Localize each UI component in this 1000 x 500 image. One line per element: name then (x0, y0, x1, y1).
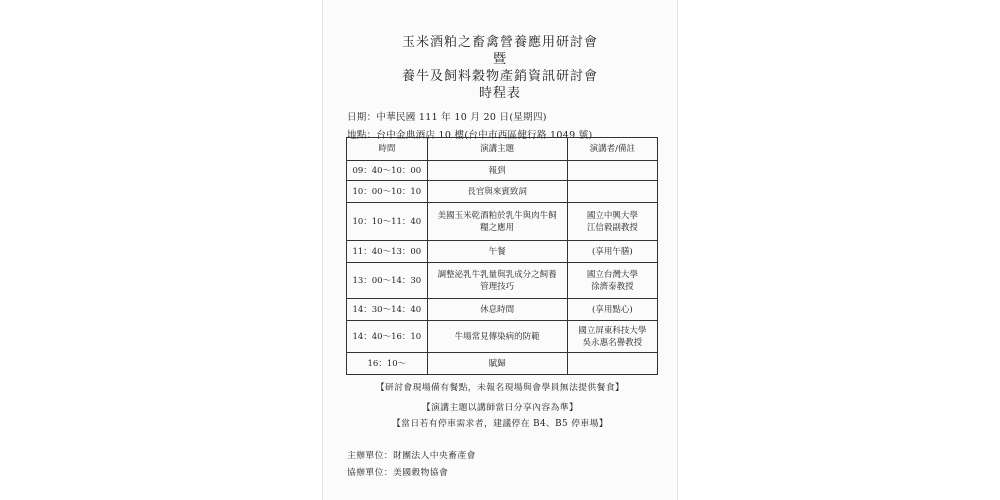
row-speaker: 國立中興大學 江信毅副教授 (567, 203, 657, 241)
title-line-1: 玉米酒粕之畜禽營養應用研討會 (401, 35, 598, 50)
event-date (347, 109, 547, 123)
table-row (347, 161, 658, 181)
date-value: 中華民國 111 年 10 月 20 日(星期四) (376, 112, 547, 123)
place-value: 台中金典酒店 10 樓(台中市西區健行路 1049 號) (376, 130, 593, 141)
row-time: 09：40～10：00 (347, 161, 428, 181)
row-time: 10：10～11：40 (347, 203, 428, 241)
row-speaker (567, 181, 657, 203)
table-row (347, 263, 658, 299)
title-line-4: 時程表 (478, 86, 521, 101)
row-speaker: 國立屏東科技大學 吳永惠名譽教授 (567, 321, 657, 353)
co-value: 美國穀物協會 (393, 468, 449, 478)
notice-meals: 【研討會現場備有餐點，未報名現場與會學員無法提供餐食】 (375, 383, 625, 393)
header-speaker: 演講者/備註 (567, 138, 657, 161)
header-time: 時間 (347, 138, 428, 161)
row-speaker (567, 161, 657, 181)
row-topic: 報到 (427, 161, 567, 181)
co-label: 協辦單位： (347, 468, 393, 478)
header-topic: 演講主題 (427, 138, 567, 161)
host-value: 財團法人中央畜產會 (393, 451, 476, 461)
row-topic: 休息時間 (427, 299, 567, 321)
table-row (347, 321, 658, 353)
document-title (322, 34, 678, 102)
table-header-row (347, 138, 658, 161)
title-line-3: 養牛及飼料穀物產銷資訊研討會 (401, 69, 598, 84)
row-topic: 長官與來賓致詞 (427, 181, 567, 203)
table-row (347, 241, 658, 263)
row-speaker (567, 353, 657, 375)
row-topic: 午餐 (427, 241, 567, 263)
co-organizer (347, 465, 448, 478)
row-time: 14：30～14：40 (347, 299, 428, 321)
row-speaker: (享用午膳) (567, 241, 657, 263)
table-row (347, 181, 658, 203)
schedule-table (346, 137, 658, 375)
date-label: 日期： (347, 112, 377, 123)
table-row (347, 353, 658, 375)
place-label: 地點： (347, 130, 377, 141)
notice-parking: 【當日若有停車需求者，建議停在 B4、B5 停車場】 (391, 419, 609, 429)
host-label: 主辦單位： (347, 451, 393, 461)
table-row (347, 203, 658, 241)
table-row (347, 299, 658, 321)
row-topic: 美國玉米乾酒粕於乳牛與肉牛飼 糧之應用 (427, 203, 567, 241)
row-speaker: (享用點心) (567, 299, 657, 321)
row-time: 13：00～14：30 (347, 263, 428, 299)
host-organizer (347, 448, 476, 461)
row-time: 16：10～ (347, 353, 428, 375)
row-topic: 調整泌乳牛乳量與乳成分之飼養 管理技巧 (427, 263, 567, 299)
title-line-2: 暨 (492, 52, 507, 67)
row-topic: 賦歸 (427, 353, 567, 375)
row-time: 11：40～13：00 (347, 241, 428, 263)
row-time: 14：40～16：10 (347, 321, 428, 353)
row-time: 10：00～10：10 (347, 181, 428, 203)
row-topic: 牛場常見傳染病的防範 (427, 321, 567, 353)
notice-topics: 【演講主題以講師當日分享內容為準】 (421, 403, 579, 413)
row-speaker: 國立台灣大學 徐濟泰教授 (567, 263, 657, 299)
